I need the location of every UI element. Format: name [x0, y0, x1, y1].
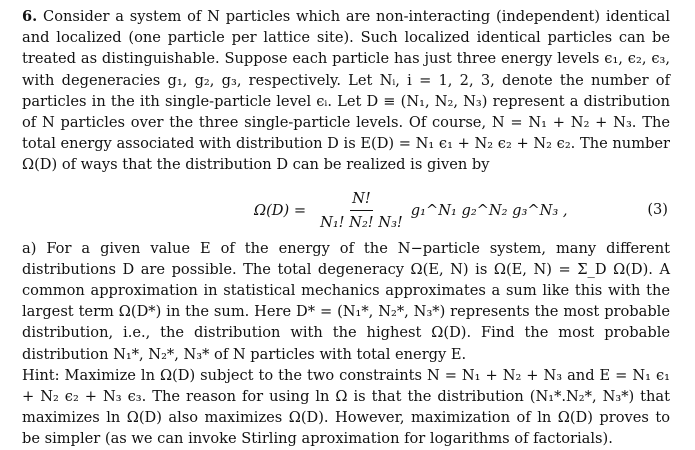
equation-number: (3): [647, 200, 668, 218]
equation-rhs: g₁^N₁ g₂^N₂ g₃^N₃ ,: [410, 201, 568, 219]
equation-body: [254, 188, 567, 233]
equation-fraction: [318, 188, 405, 233]
problem-intro-text: Consider a system of N particles which are non-interacting (independent) identical and localized (one particle per lattice site). Such localized identical particles can be treated as distinguishable. Suppose each particle has just three energy levels ϵ₁, ϵ₂, ϵ₃, with degeneracies g₁, g₂, g₃, respectively. Let Nᵢ, i = 1, 2, 3, denote the number of particles in the ith single-particle level ϵᵢ. Let D ≡ (N₁, N₂, N₃) represent a distribution of N particles over the three single-particle levels. Of course, N = N₁ + N₂ + N₃. The total energy associated with distribution D is E(D) = N₁ ϵ₁ + N₂ ϵ₂ + N₂ ϵ₂. The number Ω(D) of ways that the distribution D can be realized is given by: [22, 8, 670, 174]
fraction-numerator: N!: [350, 188, 373, 211]
part-a-text: a) For a given value E of the energy of the N−particle system, many different distributions D are possible. The total degeneracy Ω(E, N) is Ω(E, N) = Σ_D Ω(D). A common approximation in statistical mechanics approximates a sum like this with the largest term Ω(D*) in the sum. Here D* = (N₁*, N₂*, N₃*) represents the most probable distribution, i.e., the distribution with the highest Ω(D). Find the most probable distribution N₁*, N₂*, N₃* of N particles with total energy E.: [22, 239, 670, 363]
problem-number: 6.: [22, 8, 38, 25]
problem-page: [22, 6, 670, 450]
equation-3: [22, 182, 670, 234]
hint-text: Hint: Maximize ln Ω(D) subject to the two constraints N = N₁ + N₂ + N₃ and E = N₁ ϵ₁ + N₂ ϵ₂ + N₃ ϵ₃. The reason for using ln Ω is that the distribution (N₁*.N₂*, N₃*) that maximizes ln Ω(D) also maximizes Ω(D). However, maximization of ln Ω(D) proves to be simpler (as we can invoke Stirling aproximation for logarithms of factorials).: [22, 366, 670, 448]
problem-statement: [22, 6, 670, 176]
fraction-denominator: N₁! N₂! N₃!: [320, 213, 403, 231]
equation-lhs: Ω(D) =: [254, 201, 307, 219]
